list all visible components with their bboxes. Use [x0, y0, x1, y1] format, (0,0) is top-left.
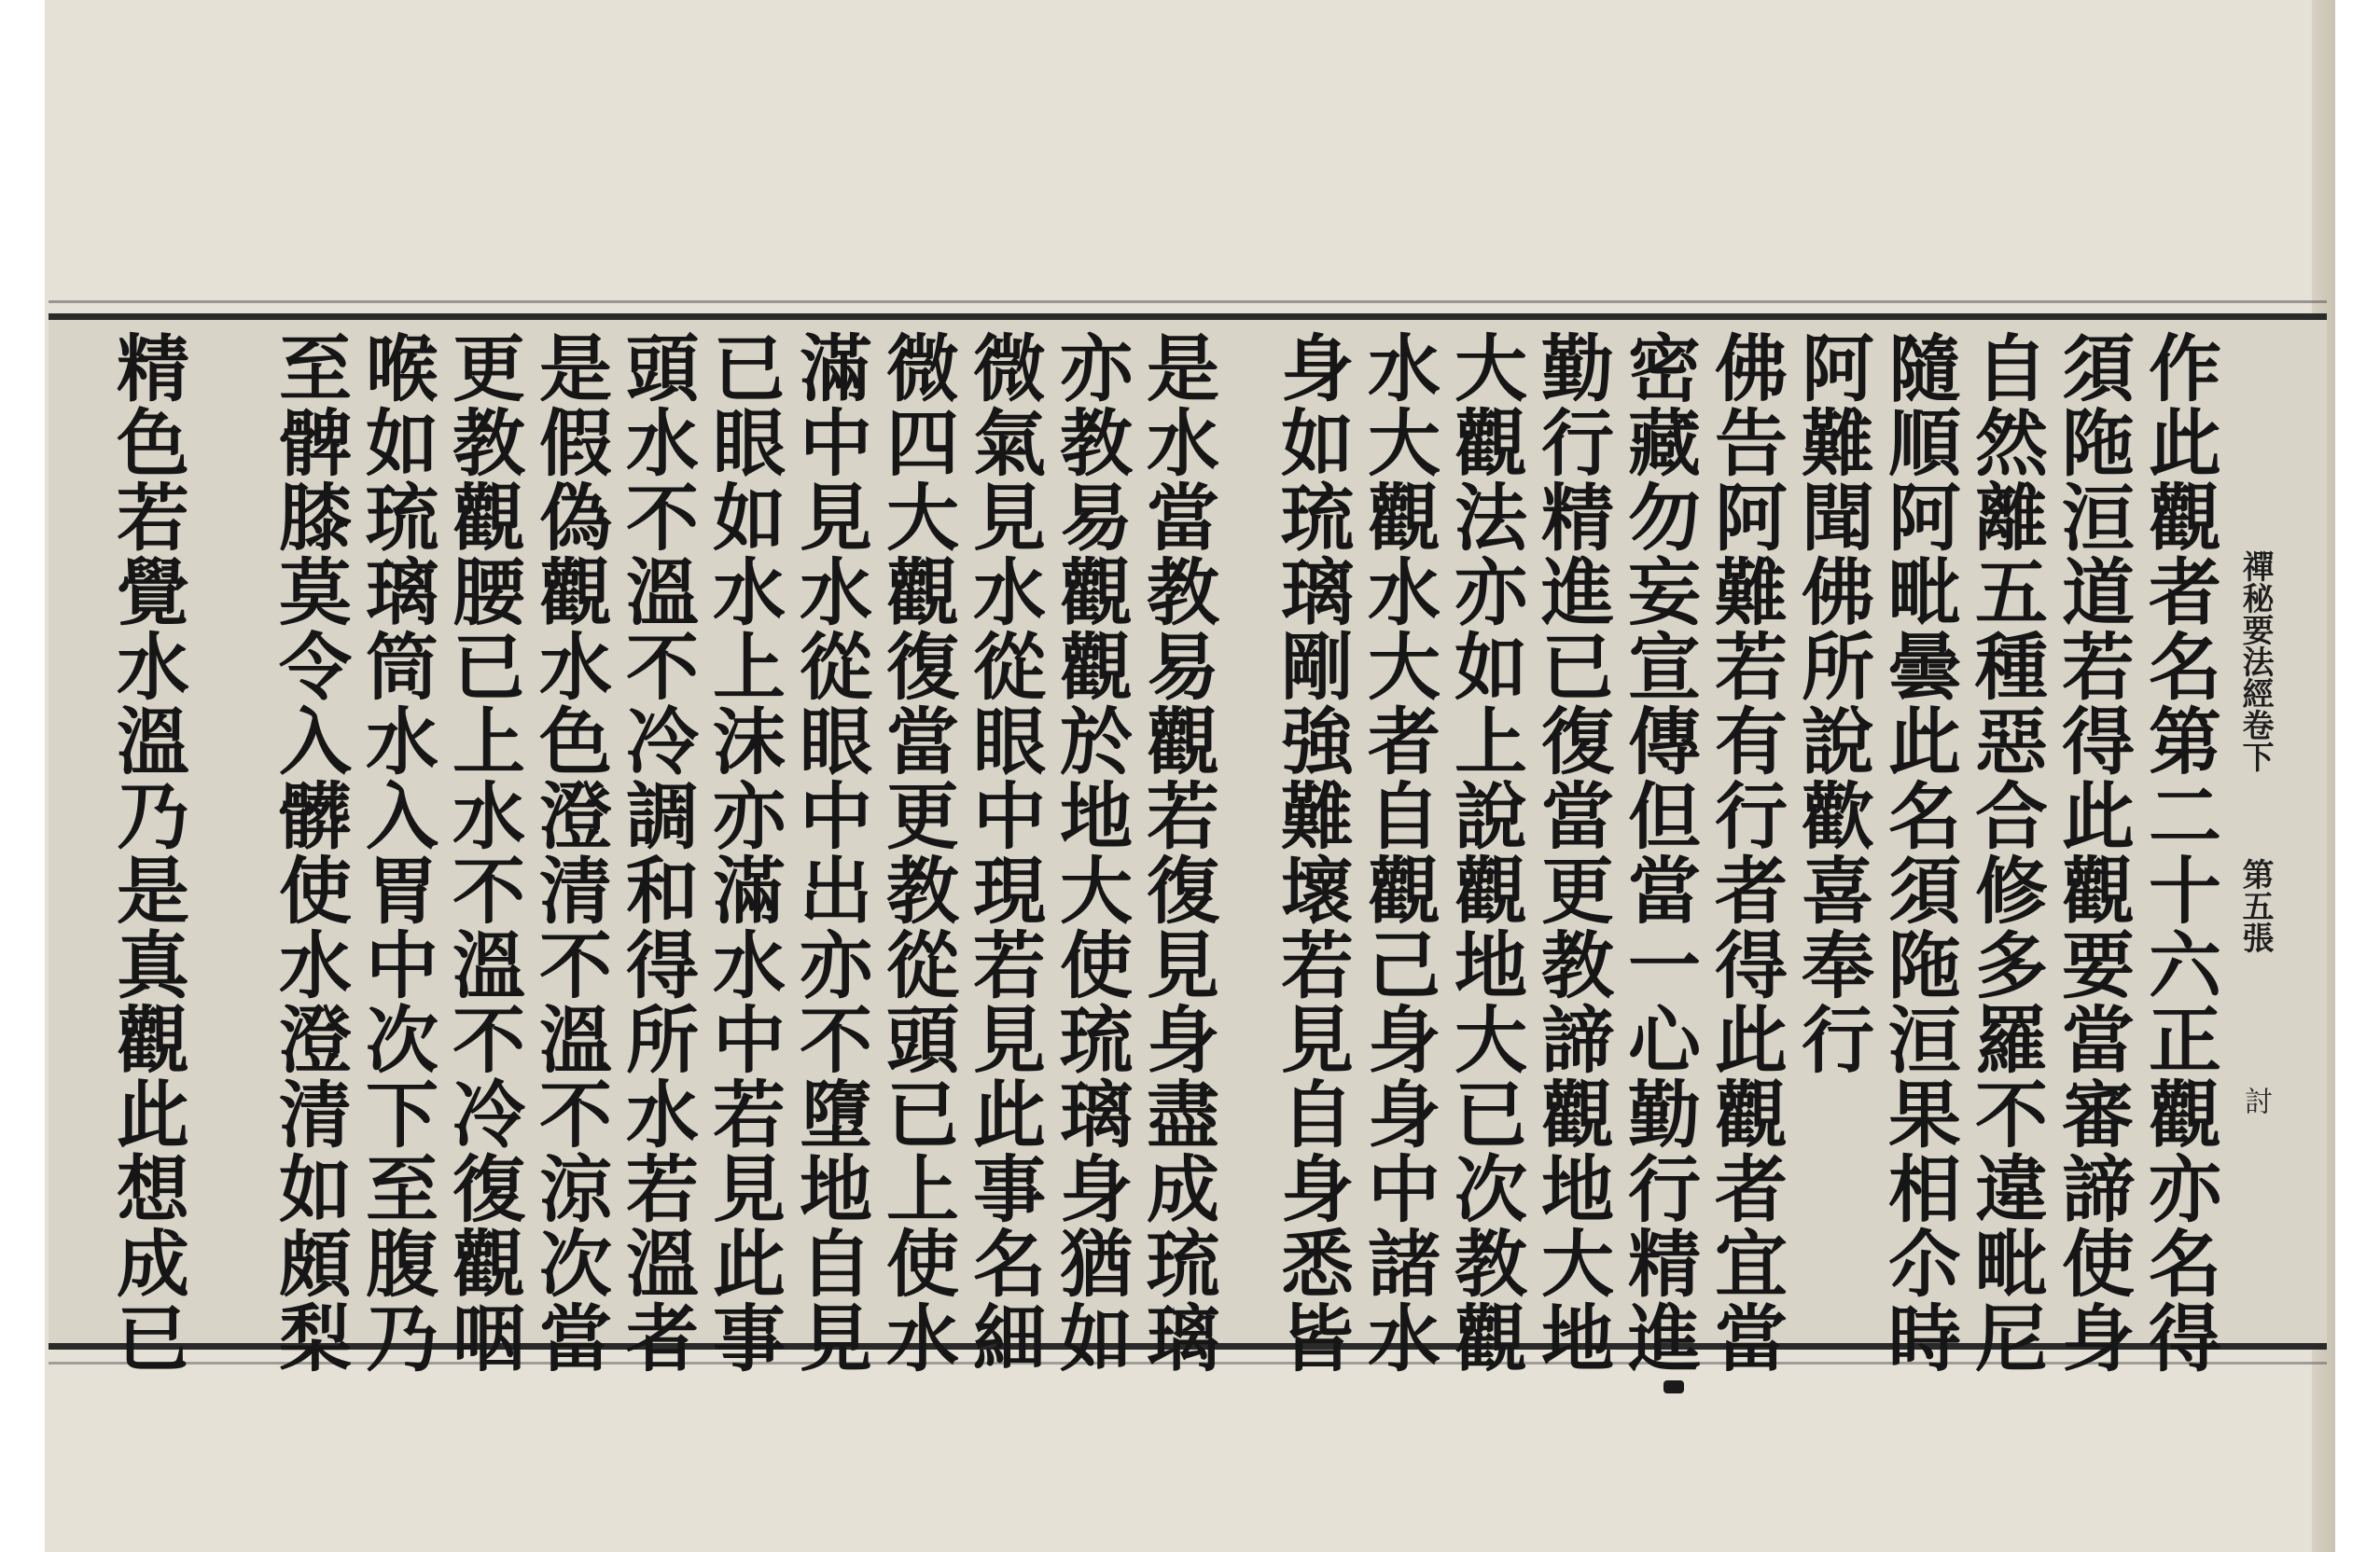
text-column: 更教觀腰已上水不溫不冷復觀咽 — [440, 330, 525, 1375]
text-column: 是假偽觀水色澄清不溫不涼次當 — [527, 330, 612, 1375]
top-border-thin-rule — [49, 300, 2327, 303]
text-column: 滿中見水從眼中出亦不墮地自見 — [787, 330, 872, 1375]
text-column: 作此觀者名第二十六正觀亦名得 — [2136, 330, 2221, 1375]
text-column: 精色若覺水溫乃是真觀此想成已 — [104, 330, 189, 1375]
margin-page-number: 第五張 — [2236, 858, 2274, 953]
text-column: 佛告阿難若有行者得此觀者宜當 — [1703, 330, 1788, 1375]
text-column: 喉如琉璃筒水入胃中次下至腹乃 — [354, 330, 438, 1375]
margin-mark: 討 — [2239, 1087, 2272, 1115]
text-column: 微氣見水從眼中現若見此事名細 — [961, 330, 1046, 1375]
text-column: 身如琉璃剛強難壞若見自身悉皆 — [1269, 330, 1354, 1375]
text-column: 水大觀水大者自觀己身身中諸水 — [1356, 330, 1441, 1375]
text-column: 密藏勿妄宣傳但當一心勤行精進 — [1616, 330, 1701, 1375]
text-column: 是水當教易觀若復見身盡成琉璃 — [1134, 330, 1219, 1375]
text-column: 勤行精進已復當更教諦觀地大地 — [1529, 330, 1614, 1375]
text-column: 亦教易觀觀於地大使琉璃身猶如 — [1048, 330, 1133, 1375]
text-column: 隨順阿毗曇此名須陁洹果相尒時 — [1876, 330, 1961, 1375]
top-border-rule — [49, 313, 2327, 320]
margin-book-title: 禪秘要法經卷下 — [2236, 550, 2274, 772]
ink-blot — [1663, 1380, 1684, 1393]
text-column: 頭水不溫不冷調和得所水若溫者 — [614, 330, 699, 1375]
text-column: 已眼如水上沫亦滿水中若見此事 — [701, 330, 786, 1375]
text-column: 阿難聞佛所說歡喜奉行 — [1789, 330, 1874, 1076]
text-column: 大觀法亦如上說觀地大已次教觀 — [1442, 330, 1527, 1375]
text-column: 須陁洹道若得此觀要當審諦使身 — [2050, 330, 2135, 1375]
text-column: 微四大觀復當更教從頭已上使水 — [874, 330, 959, 1375]
text-column: 自然離五種惡合修多羅不違毗尼 — [1963, 330, 2048, 1375]
text-column: 至髀膝莫令入髒使水澄清如頗梨 — [267, 330, 352, 1375]
